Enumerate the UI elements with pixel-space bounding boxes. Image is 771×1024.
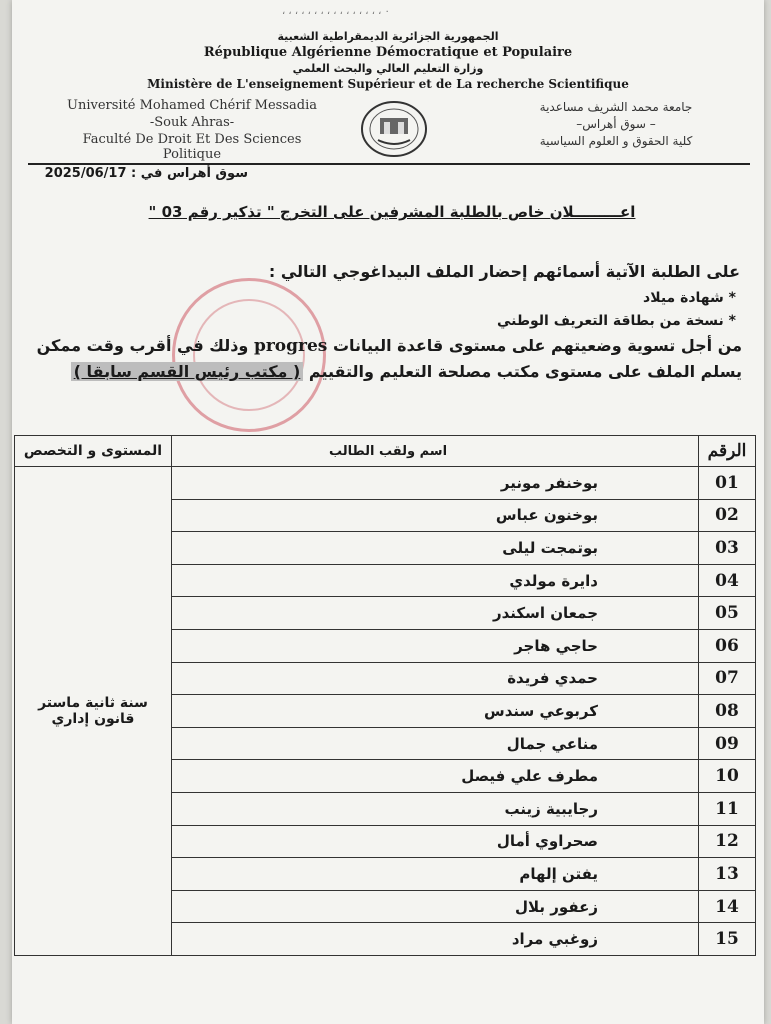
row-name: يفتن إلهام (172, 858, 699, 891)
para1-after: وذلك في أقرب وقت ممكن (36, 336, 249, 355)
col-num-header: الرقم (699, 436, 756, 467)
row-name: بوخنون عباس (172, 499, 699, 532)
instruction-paragraph-1 (37, 336, 742, 356)
para1-before: من أجل تسوية وضعيتهم على مستوى قاعدة البيانات (332, 336, 742, 355)
row-num: 15 (699, 923, 756, 956)
office-highlight: ( مكتب رئيس القسم سابقا ) (71, 362, 304, 381)
header-divider (28, 163, 750, 165)
republic-name-fr: République Algérienne Démocratique et Populaire (203, 45, 573, 60)
row-name: مطرف علي فيصل (172, 760, 699, 793)
university-name-ar: جامعة محمد الشريف مساعدية (539, 100, 693, 114)
row-name: مناعي جمال (172, 727, 699, 760)
date-line: سوق أهراس في : 2025/06/17 (44, 166, 248, 181)
row-num: 14 (699, 890, 756, 923)
row-num: 11 (699, 792, 756, 825)
row-num: 09 (699, 727, 756, 760)
row-num: 05 (699, 597, 756, 630)
level-specialty-cell: سنة ثانية ماستر قانون إداري (15, 467, 172, 956)
university-city-ar: – سوق أهراس– (576, 117, 656, 131)
instruction-paragraph-2 (71, 362, 742, 381)
students-table (14, 435, 756, 956)
row-num: 12 (699, 825, 756, 858)
col-level-header: المستوى و التخصص (15, 436, 172, 467)
row-name: بوخنفر مونير (172, 467, 699, 500)
table-header-row (15, 436, 756, 467)
ministry-name-ar: وزارة التعليم العالي والبحث العلمي (292, 62, 484, 75)
row-name: كربوعي سندس (172, 695, 699, 728)
university-logo-icon (360, 100, 428, 158)
row-num: 13 (699, 858, 756, 891)
faint-top-text: ٠ ، ، ، ، ، ، ، ، ، ، ، ، ، ، ، ، (282, 6, 390, 17)
ministry-name-fr: Ministère de L'enseignement Supérieur et de La recherche Scientifique (147, 77, 629, 91)
row-name: دايرة مولدي (172, 564, 699, 597)
row-num: 07 (699, 662, 756, 695)
row-num: 01 (699, 467, 756, 500)
row-name: رجايبية زينب (172, 792, 699, 825)
row-num: 03 (699, 532, 756, 565)
faculty-name-ar: كلية الحقوق و العلوم السياسية (539, 134, 693, 148)
row-num: 06 (699, 629, 756, 662)
row-num: 04 (699, 564, 756, 597)
row-name: بوتمجت ليلى (172, 532, 699, 565)
col-name-header: اسم ولقب الطالب (172, 436, 699, 467)
announcement-title: اعـــــــــلان خاص بالطلبة المشرفين على التخرج " تذكير رقم 03 " (148, 203, 636, 221)
row-name: حاجي هاجر (172, 629, 699, 662)
university-name-fr: Université Mohamed Chérif Messadia (66, 98, 317, 113)
row-name: زوغبي مراد (172, 923, 699, 956)
row-name: جمعان اسكندر (172, 597, 699, 630)
progres-keyword: progres (253, 336, 328, 356)
row-num: 10 (699, 760, 756, 793)
para2-before: يسلم الملف على مستوى مكتب مصلحة التعليم والتقييم (308, 362, 742, 381)
intro-text: على الطلبة الآتية أسمائهم إحضار الملف البيداغوجي التالي : (268, 262, 740, 281)
row-num: 02 (699, 499, 756, 532)
university-city-fr: -Souk Ahras- (149, 115, 235, 130)
row-name: صحراوي أمال (172, 825, 699, 858)
required-doc-item: * نسخة من بطاقة التعريف الوطني (496, 313, 736, 329)
table-row (15, 467, 756, 500)
faculty-name-fr: Faculté De Droit Et Des Sciences Politique (82, 132, 302, 162)
row-name: زعفور بلال (172, 890, 699, 923)
row-name: حمدي فريدة (172, 662, 699, 695)
row-num: 08 (699, 695, 756, 728)
republic-name-ar: الجمهورية الجزائرية الديمقراطية الشعبية (277, 30, 499, 43)
required-doc-item: * شهادة ميلاد (643, 290, 736, 306)
